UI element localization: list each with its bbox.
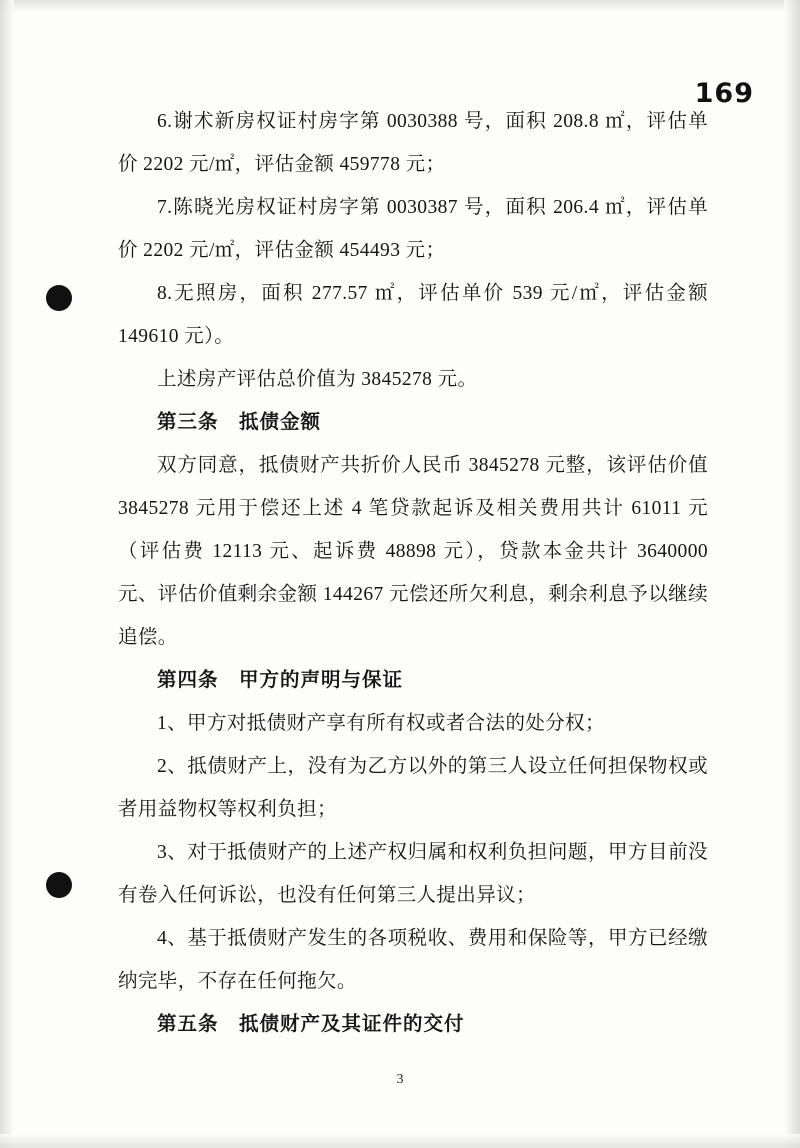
paragraph-article-4-item-2: 2、抵债财产上，没有为乙方以外的第三人设立任何担保物权或者用益物权等权利负担； [118, 756, 708, 820]
binding-punch-mark-bottom [46, 872, 72, 898]
scan-edge-top [0, 0, 800, 12]
paragraph-article-3-body: 双方同意，抵债财产共折价人民币 3845278 元整，该评估价值 3845278 元用于偿还上述 4 笔贷款起诉及相关费用共计 61011 元（评估费 12113 元、起诉费 48898 元），贷款本金共计 3640000 元、评估价值剩余金额 144267 元偿还所欠利息，剩余利息予以继续追偿。 [118, 455, 708, 648]
binding-punch-mark-top [46, 285, 72, 311]
heading-article-5: 第五条 抵债财产及其证件的交付 [157, 1014, 465, 1035]
paragraph-total-appraisal: 上述房产评估总价值为 3845278 元。 [157, 369, 478, 390]
scan-edge-left [0, 0, 14, 1148]
heading-article-3: 第三条 抵债金额 [157, 412, 322, 433]
paragraph-item-6: 6.谢术新房权证村房字第 0030388 号，面积 208.8 ㎡，评估单价 2202 元/㎡，评估金额 459778 元； [118, 111, 708, 175]
document-body [118, 100, 708, 1046]
heading-article-4: 第四条 甲方的声明与保证 [157, 670, 404, 691]
page-number-stamp: 169 [694, 78, 754, 109]
paragraph-article-4-item-1: 1、甲方对抵债财产享有所有权或者合法的处分权； [157, 713, 605, 734]
paragraph-item-7: 7.陈晓光房权证村房字第 0030387 号，面积 206.4 ㎡，评估单价 2202 元/㎡，评估金额 454493 元； [118, 197, 708, 261]
paragraph-article-4-item-4: 4、基于抵债财产发生的各项税收、费用和保险等，甲方已经缴纳完毕，不存在任何拖欠。 [118, 928, 708, 992]
footer-page-number: 3 [396, 1072, 404, 1087]
scan-edge-bottom [0, 1134, 800, 1148]
scan-edge-right [784, 0, 800, 1148]
paragraph-article-4-item-3: 3、对于抵债财产的上述产权归属和权利负担问题，甲方目前没有卷入任何诉讼，也没有任何第三人提出异议； [118, 842, 708, 906]
paragraph-item-8: 8.无照房，面积 277.57 ㎡，评估单价 539 元/㎡，评估金额 149610 元）。 [118, 283, 708, 347]
